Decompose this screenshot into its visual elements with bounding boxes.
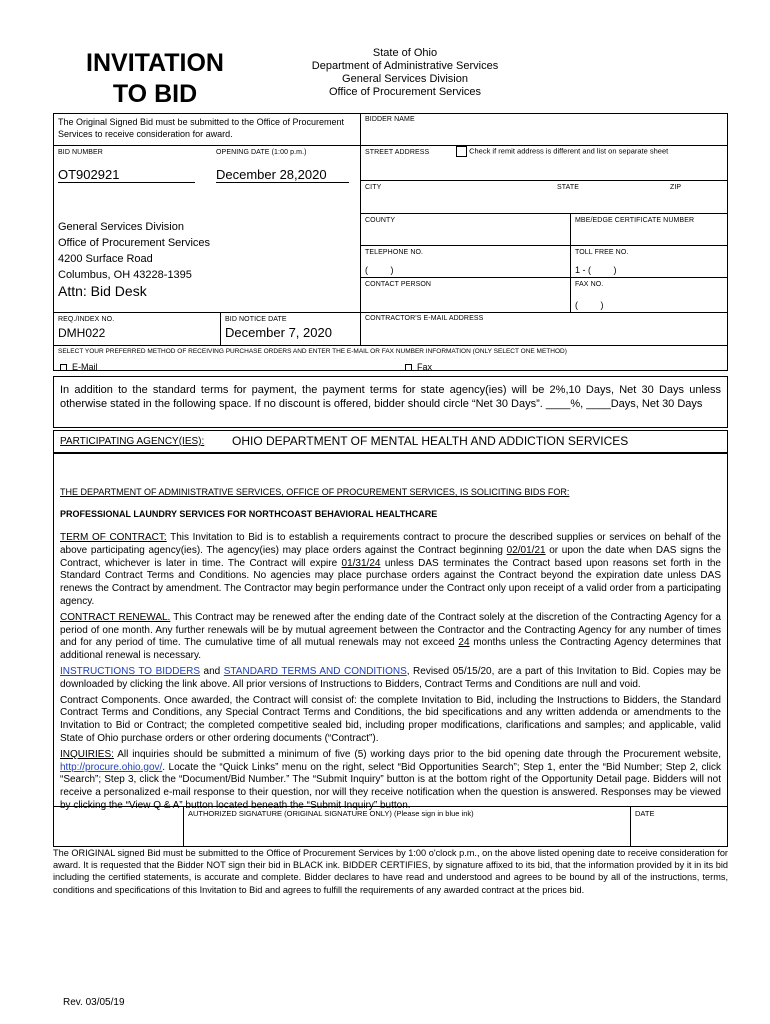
service-title: PROFESSIONAL LAUNDRY SERVICES FOR NORTHCOAST BEHAVIORAL HEALTHCARE	[60, 509, 438, 519]
date-field[interactable]	[633, 822, 725, 844]
toll-free-label: TOLL FREE NO.	[575, 249, 629, 256]
return-address	[58, 219, 210, 283]
street-address-label: STREET ADDRESS	[365, 149, 430, 156]
org-line-3: General Services Division	[342, 73, 468, 85]
contact-person-label: CONTACT PERSON	[365, 281, 432, 288]
fax-checkbox[interactable]	[405, 364, 412, 371]
state-label: STATE	[557, 184, 580, 191]
opening-date-label: OPENING DATE (1:00 p.m.)	[216, 149, 307, 156]
standard-terms-link[interactable]: STANDARD TERMS AND CONDITIONS	[223, 665, 407, 677]
req-index-label: REQ./INDEX NO.	[58, 316, 115, 323]
contractor-email-label: CONTRACTOR'S E-MAIL ADDRESS	[365, 315, 484, 322]
county-label: COUNTY	[365, 217, 396, 224]
bid-notice-value: December 7, 2020	[225, 325, 332, 340]
remit-checkbox-label: Check if remit address is different and list on separate sheet	[469, 146, 669, 156]
telephone-value: ( )	[365, 265, 394, 275]
zip-label: ZIP	[670, 184, 682, 191]
payment-terms	[53, 376, 728, 428]
mbe-certificate-label: MBE/EDGE CERTIFICATE NUMBER	[575, 217, 695, 224]
fax-option-label: Fax	[417, 362, 433, 372]
address-line-4: Columbus, OH 43228-1395	[58, 269, 192, 281]
instructions-link[interactable]: INSTRUCTIONS TO BIDDERS	[60, 665, 201, 677]
revision-date: Rev. 03/05/19	[63, 997, 125, 1008]
fax-option[interactable]	[405, 362, 432, 372]
soliciting-statement: THE DEPARTMENT OF ADMINISTRATIVE SERVICES, OFFICE OF PROCUREMENT SERVICES, IS SOLICITING BIDS FOR:	[60, 487, 570, 497]
participating-agency-label: PARTICIPATING AGENCY(IES):	[60, 436, 205, 447]
toll-free-value: 1 - ( )	[575, 265, 617, 275]
payment-terms-text: In addition to the standard terms for payment, the payment terms for state agency(ies) will be 2%,10 Days, Net 30 Days unless otherwise stated in the following space. If no discount is offered, bidder should circle “Net 30 Days”. ____%, ____Days, Net 30 Days	[60, 384, 721, 410]
email-option[interactable]	[60, 362, 98, 372]
issuing-agency	[300, 47, 510, 99]
attention-line: Attn: Bid Desk	[58, 283, 147, 299]
body-text	[60, 532, 721, 816]
org-line-1: State of Ohio	[372, 47, 438, 59]
bid-number-label: BID NUMBER	[58, 149, 103, 156]
signature-field[interactable]	[186, 822, 626, 844]
bid-notice-label: BID NOTICE DATE	[225, 316, 287, 323]
city-label: CITY	[365, 184, 382, 191]
opening-date-value: December 28,2020	[216, 167, 349, 183]
address-line-3: 4200 Surface Road	[58, 253, 153, 265]
bid-number-value: OT902921	[58, 167, 195, 183]
address-line-2: Office of Procurement Services	[58, 237, 211, 249]
inquiries-paragraph: INQUIRIES: All inquiries should be submitted a minimum of five (5) working days prior to the bid opening date through the Procurement website, http://procure.ohio.gov/. Locate the “Quick Links” menu on the right, select “Bid Opportunities Search”; Step 1, enter the “Bid Number; Step 2, click “Search”; Step 3, click the “Document/Bid Number.” The “Submit Inquiry” button is at the bottom right of the Opportunity Detail page. Bidders will not receive a personalized e-mail response to their question, nor will they receive notification when the question is answered. Responses may be viewed by clicking the “View Q & A” button located beneath the “Submit Inquiry” button.	[60, 748, 721, 811]
fax-value: ( )	[575, 300, 604, 310]
term-of-contract: TERM OF CONTRACT: This Invitation to Bid is to establish a requirements contract to procure the described supplies or services on behalf of the above participating agency(ies). The agency(ies) may place orders against the Contract beginning 02/01/21 or upon the date when DAS signs the Contract, whichever is later in time. The Contract will expire 01/31/24 unless DAS terminates the Contract based upon reasons set forth in the Standard Contract Terms and Conditions. No agencies may place purchase orders against the Contract beyond the expiration date unless DAS renews the Contract by amendment. The Contractor may begin performance under the Contract only upon receipt of a valid order from a participating agency.	[60, 532, 721, 607]
bidder-name-label: BIDDER NAME	[365, 116, 415, 123]
delivery-method-label: SELECT YOUR PREFERRED METHOD OF RECEIVING PURCHASE ORDERS AND ENTER THE E-MAIL OR FAX NUMBER INFORMATION (ONLY SELECT ONE METHOD)	[58, 348, 567, 355]
certification-text: The ORIGINAL signed Bid must be submitted to the Office of Procurement Services by 1:00 o'clock p.m., on the above listed opening date to receive consideration for award. It is requested that the Bidder NOT sign their bid in BLACK ink. BIDDER CERTIFIES, by signature affixed to its bid, that the information provided by it in its bid including the certified statements, is accurate and complete. Bidder declares to have read and understood and agrees to be bound by all of the instructions, terms, conditions and specifications of this Invitation to Bid and agrees to fulfill the requirements of any awarded contract at the prices bid.	[53, 848, 728, 895]
authorized-signature-label: AUTHORIZED SIGNATURE (ORIGINAL SIGNATURE ONLY) (Please sign in blue ink)	[188, 809, 474, 818]
req-index-value: DMH022	[58, 326, 106, 340]
title-line-1: INVITATION	[86, 49, 224, 77]
title-line-2: TO BID	[112, 80, 198, 108]
org-line-4: Office of Procurement Services	[328, 86, 482, 98]
date-label: DATE	[635, 809, 655, 818]
instructions-paragraph: INSTRUCTIONS TO BIDDERS and STANDARD TERMS AND CONDITIONS, Revised 05/15/20, are a part of this Invitation to Bid. Copies may be downloaded by clicking the link above. All prior versions of Instructions to Bidders, Contract Terms and Conditions are null and void.	[60, 665, 721, 690]
procurement-website-link[interactable]: http://procure.ohio.gov/	[60, 761, 163, 773]
telephone-label: TELEPHONE NO.	[365, 249, 424, 256]
submit-note: The Original Signed Bid must be submitted to the Office of Procurement Services to receive consideration for award.	[58, 117, 344, 139]
email-checkbox[interactable]	[60, 364, 67, 371]
fax-label: FAX NO.	[575, 281, 604, 288]
document-title	[55, 48, 255, 110]
address-line-1: General Services Division	[58, 221, 184, 233]
email-option-label: E-Mail	[72, 362, 98, 372]
contract-components: Contract Components. Once awarded, the Contract will consist of: the complete Invitation to Bid, including the Instructions to Bidders, the Standard Contract Terms and Conditions, any Special Contract Terms and Conditions, the bid specifications and any written addenda or amendments to the Invitation to Bid or Contract; the completed competitive sealed bid, including proper modifications, clarifications and samples; and applicable, valid State of Ohio purchase orders or other ordering documents (“Contract”).	[60, 694, 721, 744]
remit-address-option[interactable]	[456, 146, 668, 157]
participating-agency-value: OHIO DEPARTMENT OF MENTAL HEALTH AND ADDICTION SERVICES	[232, 434, 629, 448]
remit-checkbox[interactable]	[456, 146, 467, 157]
contract-renewal: CONTRACT RENEWAL. This Contract may be renewed after the ending date of the Contract solely at the discretion of the Contracting Agency for a period of one month. Any further renewals will be by mutual agreement between the Contractor and the Contracting Agency for any number of times and for any period of time. The cumulative time of all mutual renewals may not exceed 24 months unless the Contracting Agency determines that additional renewal is necessary.	[60, 611, 721, 662]
org-line-2: Department of Administrative Services	[311, 60, 499, 72]
